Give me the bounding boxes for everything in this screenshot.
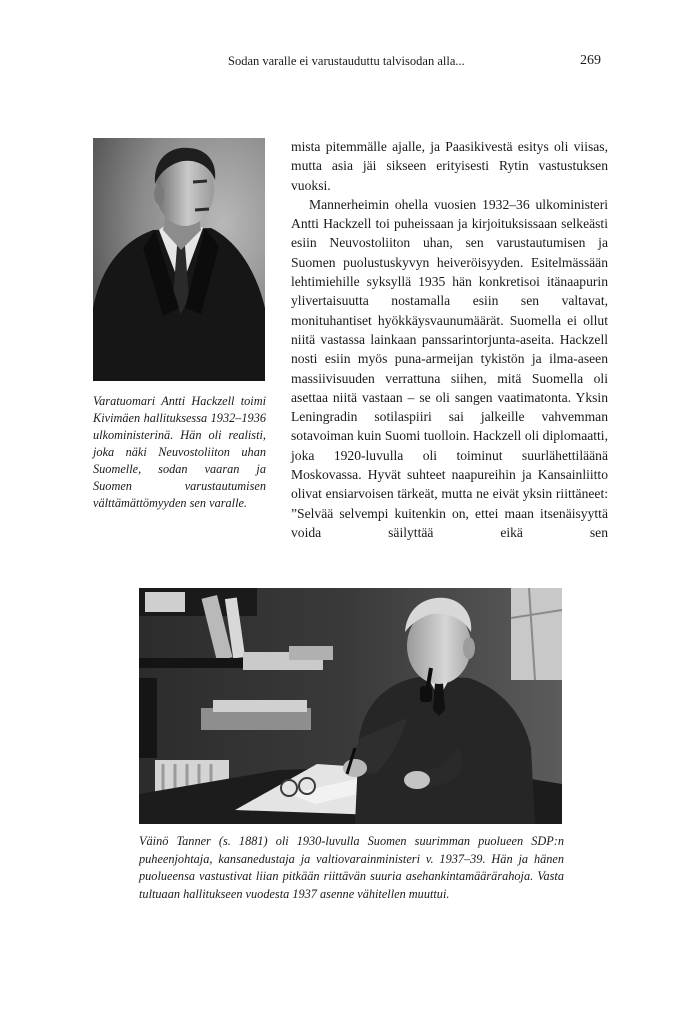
paragraph: Mannerheimin ohella vuosien 1932–36 ulkoministeri Antti Hackzell toi puheissaan ja kirjoituksissaan selkeästi esiin Neuvostoliiton uhan, sen varustautumisen ja Suomen puolustuskyvyn heiveröisyyden. Esitelmässään lehtimiehille syksyllä 1935 hän konkretisoi itänaapurin ylivertaisuutta nostamalla esiin sen valtavat, monituhantiset hyökkäysvaunumäärät. Suomella ei ollut niitä vastassa lainkaan panssarintorjunta-aseita. Hackzell nosti esiin myös puna-armeijan tykistön ja ilma-aseen massiivisuuden verrattuna siihen, mitä Suomella oli asettaa niitä vastaan – se oli sangen vaatimatonta. Yksin Leningradin sotilaspiiri sai jalkeille vahvemman sotavoiman kuin Suomi tuolloin. Hackzell oli diplomaatti, joka 1920-luvulla oli toiminut suurlähettiläänä Moskovassa. Hyvät suhteet naapureihin ja Kansainliitto olivat ensiarvoisen tärkeät, mutta ne eivät yksin riittäneet: ”Selvää selvempi kuitenkin on, ettei maan itsenäisyyttä voida säilyttää eikä sen	[291, 196, 608, 540]
body-text	[291, 137, 608, 542]
paragraph: mista pitemmälle ajalle, ja Paasikivestä esitys oli viisas, mutta asia jäi sikseen erityisesti Rytin vastustuksen vuoksi.	[291, 139, 608, 193]
photo-caption: Väinö Tanner (s. 1881) oli 1930-luvulla Suomen suurimman puolueen SDP:n puheenjohtaja, kansanedustaja ja valtiovarainministeri v. 1937–39. Hän ja hänen puolueensa vastustivat liian pitkään riittävän suuria asehankintamäärärahoja. Vasta tultuaan hallitukseen vuodesta 1937 asenne vähitellen muuttui.	[139, 834, 564, 901]
page-number: 269	[580, 53, 601, 68]
running-head	[0, 54, 700, 74]
portrait-caption: Varatuomari Antti Hackzell toimi Kivimäen hallituksessa 1932–1936 ulkoministerinä. Hän oli realisti, joka näki Neuvostoliiton uhan Suomelle, sodan vaaran ja Suomen varustautumisen välttämättömyyden sen varalle.	[93, 394, 266, 510]
running-title: Sodan varalle ei varustauduttu talvisodan alla...	[228, 54, 465, 68]
tanner-photo	[139, 588, 562, 824]
portrait-photo	[93, 138, 265, 381]
